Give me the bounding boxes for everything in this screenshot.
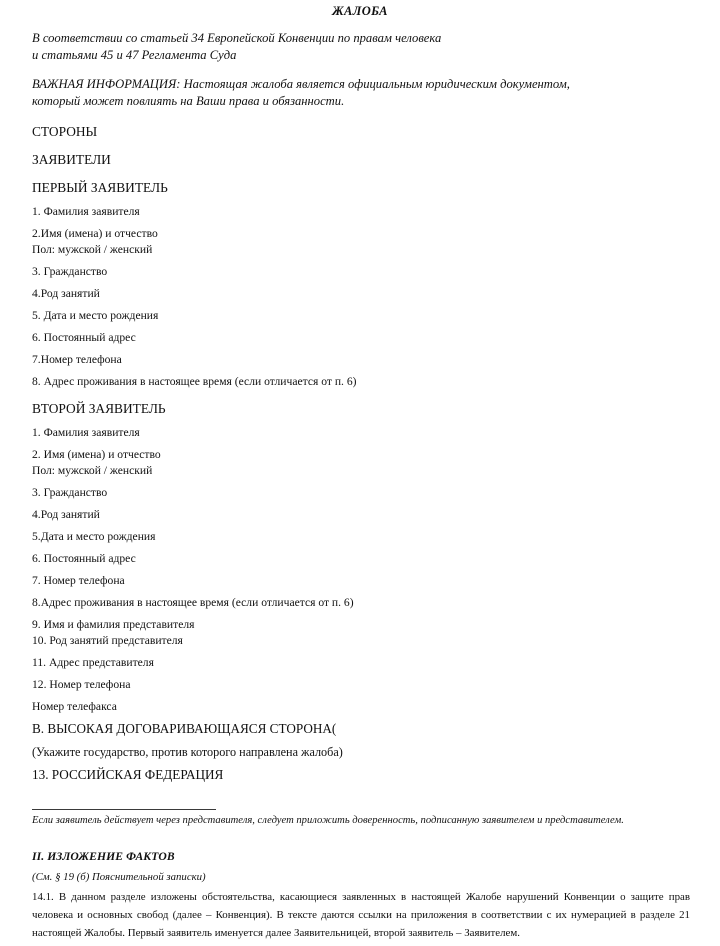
first-applicant-item-phone: 7.Номер телефона <box>32 353 122 366</box>
convention-reference <box>32 30 690 64</box>
convention-reference-line-1: В соответствии со статьей 34 Европейской Конвенции по правам человека <box>32 31 442 45</box>
second-applicant-item-citizenship: 3. Гражданство <box>32 486 108 499</box>
applicants-heading: ЗАЯВИТЕЛИ <box>32 152 111 167</box>
second-applicant-item-name: 2. Имя (имена) и отчество <box>32 448 161 461</box>
first-applicant-item-birth: 5. Дата и место рождения <box>32 309 159 322</box>
second-applicant-item-representative-address: 11. Адрес представителя <box>32 656 154 669</box>
second-applicant-item-phone: 7. Номер телефона <box>32 574 125 587</box>
first-applicant-item-permanent-address: 6. Постоянный адрес <box>32 331 136 344</box>
second-applicant-heading: ВТОРОЙ ЗАЯВИТЕЛЬ <box>32 401 166 416</box>
second-applicant-item-surname: 1. Фамилия заявителя <box>32 426 140 439</box>
document-title: ЖАЛОБА <box>332 4 388 18</box>
first-applicant-heading: ПЕРВЫЙ ЗАЯВИТЕЛЬ <box>32 180 168 195</box>
important-information <box>32 76 690 110</box>
section-two-paragraph: 14.1. В данном разделе изложены обстоятельства, касающиеся заявленных в настоящей Жалобе нарушений Конвенции о защите прав человека и основных свобод (далее – Конвенция). В тексте даются ссылки на приложения в соответствии с их нумерацией в разделе 21 настоящей Жалобы. Первый заявитель именуется далее Заявительницей, второй заявитель – Заявителем. <box>32 891 690 940</box>
second-applicant-item-permanent-address: 6. Постоянный адрес <box>32 552 136 565</box>
contracting-party-heading: B. ВЫСОКАЯ ДОГОВАРИВАЮЩАЯСЯ СТОРОНА( <box>32 721 337 736</box>
document-page <box>0 2 720 946</box>
footnote-section <box>32 809 690 828</box>
first-applicant-item-sex: Пол: мужской / женский <box>32 243 153 256</box>
second-applicant-item-occupation: 4.Род занятий <box>32 508 100 521</box>
second-applicant-item-representative-name: 9. Имя и фамилия представителя <box>32 618 195 631</box>
first-applicant-item-current-address: 8. Адрес проживания в настоящее время (если отличается от п. 6) <box>32 375 357 388</box>
second-applicant-item-representative-phone: 12. Номер телефона <box>32 678 131 691</box>
convention-reference-line-2: и статьями 45 и 47 Регламента Суда <box>32 48 237 62</box>
first-applicant-item-citizenship: 3. Гражданство <box>32 265 108 278</box>
footnote-text: Если заявитель действует через представителя, следует приложить доверенность, подписанную заявителем и представителем. <box>32 815 624 826</box>
first-applicant-item-name: 2.Имя (имена) и отчество <box>32 227 158 240</box>
parties-heading: СТОРОНЫ <box>32 124 98 139</box>
section-two-subheading: (См. § 19 (б) Пояснительной записки) <box>32 871 206 883</box>
second-applicant-item-fax: Номер телефакса <box>32 700 117 713</box>
contracting-party-note: (Укажите государство, против которого направлена жалоба) <box>32 745 343 759</box>
first-applicant-item-occupation: 4.Род занятий <box>32 287 100 300</box>
important-information-line-2: который может повлиять на Ваши права и обязанности. <box>32 94 345 108</box>
first-applicant-item-surname: 1. Фамилия заявителя <box>32 205 140 218</box>
second-applicant-item-sex: Пол: мужской / женский <box>32 464 153 477</box>
second-applicant-item-representative-occupation: 10. Род занятий представителя <box>32 634 183 647</box>
section-two-heading: II. ИЗЛОЖЕНИЕ ФАКТОВ <box>32 850 175 863</box>
footnote-separator-line <box>32 809 216 810</box>
second-applicant-item-current-address: 8.Адрес проживания в настоящее время (если отличается от п. 6) <box>32 596 354 609</box>
important-information-line-1: ВАЖНАЯ ИНФОРМАЦИЯ: Настоящая жалоба является официальным юридическим документом, <box>32 77 570 91</box>
second-applicant-item-birth: 5.Дата и место рождения <box>32 530 156 543</box>
contracting-party-state: 13. РОССИЙСКАЯ ФЕДЕРАЦИЯ <box>32 767 224 782</box>
